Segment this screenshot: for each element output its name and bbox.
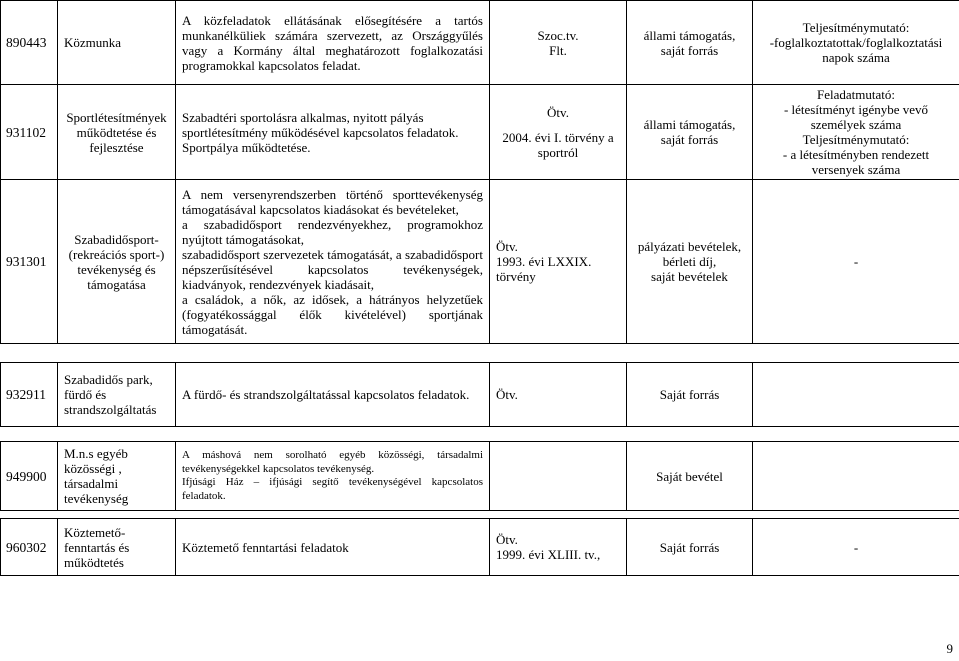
desc-line: A máshová nem sorolható egyéb közösségi, társadalmi tevékenységekkel kapcsolatos tevékenység. — [182, 449, 483, 475]
row-name: Sportlétesítmények működtetése és fejlesztése — [58, 85, 176, 180]
row-description: A fürdő- és strandszolgáltatással kapcsolatos feladatok. — [176, 363, 490, 427]
row-law — [490, 85, 627, 180]
table-row — [1, 1, 959, 85]
row-indicator — [753, 1, 959, 85]
law-line: Ötv. — [496, 239, 518, 254]
law-line: Ötv. — [496, 532, 518, 547]
desc-line: Ifjúsági Ház – ifjúsági segítő tevékenységével kapcsolatos feladatok. — [182, 476, 483, 502]
row-description: Szabadtéri sportolásra alkalmas, nyitott pályás sportlétesítmény működésével kapcsolatos feladatok. Sportpálya működtetése. — [176, 85, 490, 180]
desc-line: A nem versenyrendszerben történő sporttevékenység támogatásával kapcsolatos kiadásokat és bevételeket, — [182, 186, 483, 217]
name-line: Szabadidősport- — [74, 231, 159, 247]
spacer-cell — [1, 427, 959, 442]
source-line: bérleti díj, — [662, 254, 717, 269]
row-spacer — [1, 427, 959, 442]
row-description — [176, 442, 490, 511]
row-indicator — [753, 85, 959, 180]
row-description: Köztemető fenntartási feladatok — [176, 519, 490, 576]
source-line: pályázati bevételek, — [637, 239, 742, 254]
row-indicator — [753, 442, 959, 511]
row-source: Saját forrás — [627, 519, 753, 576]
row-code: 931301 — [1, 180, 58, 344]
row-code: 931102 — [1, 85, 58, 180]
law-line: 2004. évi I. törvény a sportról — [502, 129, 614, 160]
source-line: állami támogatás, — [643, 117, 736, 132]
spacer-cell — [1, 511, 959, 519]
row-law — [490, 1, 627, 85]
row-source — [627, 180, 753, 344]
table-row — [1, 363, 959, 427]
row-description: A közfeladatok ellátásának elősegítésére a tartós munkanélküliek számára szervezett, az Országgyűlés vagy a Kormány által meghatározott foglalkozatási programokkal kapcsolatos feladat. — [176, 1, 490, 85]
name-line: (rekreációs sport-) tevékenység és támogatása — [68, 246, 165, 292]
row-law — [490, 519, 627, 576]
desc-line: a családok, a nők, az idősek, a hátrányos helyzetűek (fogyatékossággal élők kivételével) sportjának támogatását. — [182, 291, 483, 337]
law-line: Flt. — [549, 42, 567, 58]
page-number: 9 — [946, 641, 953, 656]
law-line: Ötv. — [547, 104, 569, 120]
source-line: állami támogatás, — [643, 27, 736, 43]
table-row — [1, 85, 959, 180]
table-row — [1, 180, 959, 344]
law-line: Szoc.tv. — [537, 27, 579, 43]
row-name: Köztemető-fenntartás és működtetés — [58, 519, 176, 576]
row-spacer — [1, 511, 959, 519]
row-code: 949900 — [1, 442, 58, 511]
table-row — [1, 442, 959, 511]
indicator-line: Teljesítménymutató: — [802, 132, 910, 147]
row-code: 960302 — [1, 519, 58, 576]
row-name: Szabadidős park, fürdő és strandszolgáltatás — [58, 363, 176, 427]
law-line: 1999. évi XLIII. tv., — [496, 547, 601, 562]
row-indicator — [753, 363, 959, 427]
indicator-line: Teljesítménymutató: — [802, 20, 910, 35]
row-spacer — [1, 344, 959, 363]
source-line: saját bevételek — [651, 269, 728, 284]
row-source — [627, 85, 753, 180]
row-description — [176, 180, 490, 344]
row-law — [490, 442, 627, 511]
row-code: 890443 — [1, 1, 58, 85]
source-line: saját forrás — [660, 132, 719, 147]
row-law: Ötv. — [490, 363, 627, 427]
row-law — [490, 180, 627, 344]
table-row — [1, 519, 959, 576]
row-source — [627, 1, 753, 85]
row-source: Saját forrás — [627, 363, 753, 427]
law-line: 1993. évi LXXIX. törvény — [496, 254, 592, 284]
indicator-line: - létesítményt igénybe vevő személyek száma — [783, 102, 929, 132]
row-name: M.n.s egyéb közösségi , társadalmi tevékenység — [58, 442, 176, 511]
desc-line: szabadidősport szervezetek támogatását, a szabadidősport népszerűsítésével kapcsolatos tevékenységek, kiadványok, rendezvények kiadásait, — [182, 246, 483, 292]
indicator-line: - a létesítményben rendezett versenyek száma — [782, 147, 930, 177]
row-indicator: - — [753, 519, 959, 576]
row-indicator: - — [753, 180, 959, 344]
row-name: Közmunka — [58, 1, 176, 85]
source-line: saját forrás — [660, 42, 719, 58]
row-name — [58, 180, 176, 344]
desc-line: a szabadidősport rendezvényekhez, programokhoz nyújtott támogatásokat, — [182, 216, 483, 247]
row-code: 932911 — [1, 363, 58, 427]
row-source: Saját bevétel — [627, 442, 753, 511]
indicator-line: Feladatmutató: — [817, 87, 895, 102]
spacer-cell — [1, 344, 959, 363]
indicator-line: -foglalkoztatottak/foglalkoztatási napok száma — [769, 35, 943, 65]
